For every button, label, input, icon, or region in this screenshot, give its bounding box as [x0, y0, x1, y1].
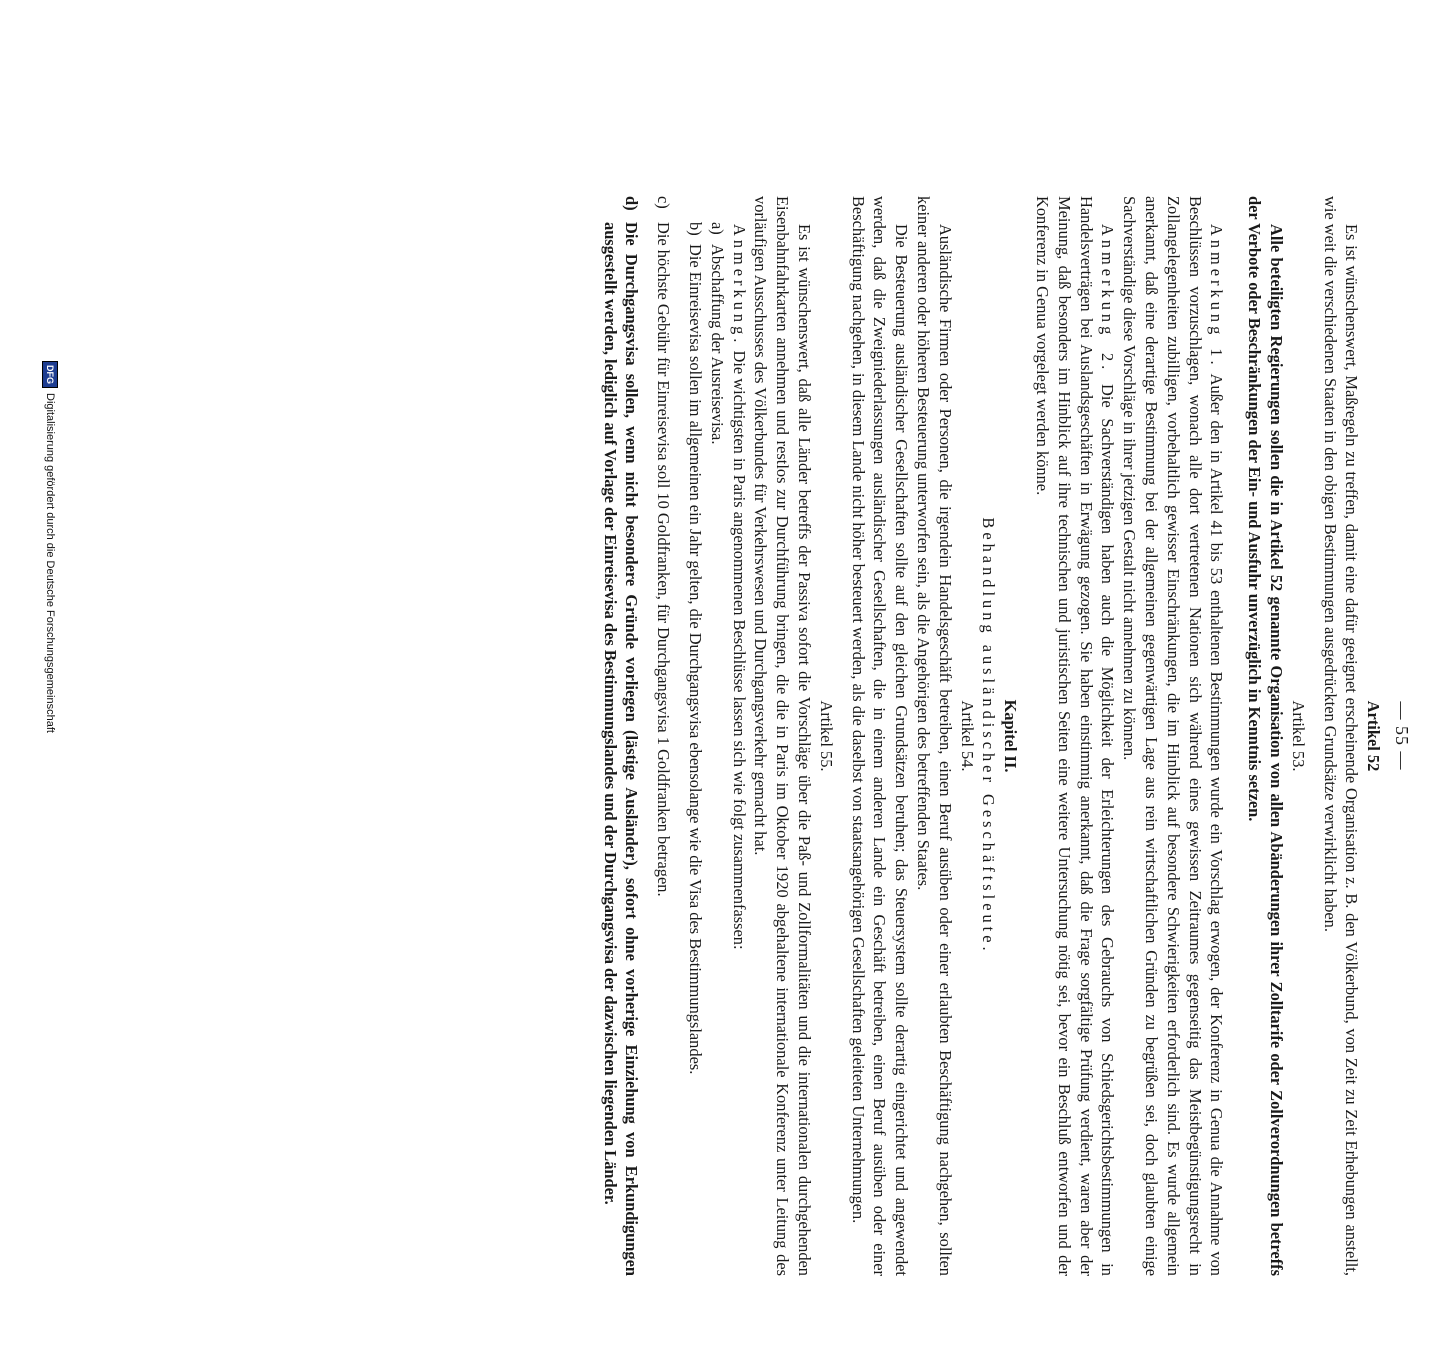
note-2-text: Die Sachverständigen haben auch die Möglichkeit der Erleichterungen des Gebrauchs von Schiedsgerichtsbestimmungen in Handelsverträgen bei Auslandsgeschäften in Erwägung gezogen. Sie haben einstimmig anerkannt, daß die Frage sorgfältige Prüfung verdient, waren aber der Meinung, daß besonders im Hinblick auf ihre technischen und juristischen Seiten eine weitere Untersuchung nötig sei, bevor ein Beschluß entworfen und der Konferenz in Genua vorgelegt werden könne. [1033, 196, 1118, 1276]
list-item-c [653, 196, 675, 1276]
note-1-text: Außer den in Artikel 41 bis 53 enthaltenen Bestimmungen wurde ein Vorschlag erwogen, der Konferenz in Genua die Annahme von Beschlüssen vorzuschlagen, wonach alle dort vertretenen Nationen sich während eines gewissen Zeitraumes gegenseitig das Meistbegünstigungsrecht in Zollangelegenheiten zubilligen, vorbehaltlich gewisser Einschränkungen, die im Hinblick auf besondere Schwierigkeiten erforderlich sind. Es wurde allgemein anerkannt, daß eine derartige Bestimmung bei der allgemeinen gegenwärtigen Lage aus rein wirtschaftlichen Gründen zu begrüßen sei, doch glaubten einige Sachverständige diese Vorschläge in ihrer jetzigen Gestalt nicht annehmen zu können. [1120, 196, 1227, 1277]
chapter-heading: Kapitel II. [1001, 699, 1021, 773]
list-item-b [684, 222, 706, 1276]
list-marker-c: c) [654, 196, 674, 209]
list-marker-a: a) [707, 222, 727, 235]
document-page [12, 10, 1422, 1277]
note-2-label: Anmerkung 2. [1098, 224, 1118, 374]
page-text-column [599, 196, 1422, 1276]
article-53-note-2 [1031, 196, 1118, 1276]
article-54-paragraph-2: Die Besteuerung ausländischer Gesellschaften sollte auf den gleichen Grundsätzen beruhen; das Steuersystem sollte derartig eingerichtet und angewendet werden, daß die Zweigniederlassungen ausländischer Gesellschaften, die in einem anderen Lande ein Geschäft betreiben, einen Beruf ausüben oder einer Beschäftigung nachgehen, in diesem Lande nicht höher besteuert werden, als die daselbst von staatsangehörigen Gesellschaften geleiteten Unternehmungen. [848, 196, 912, 1276]
article-52-text: Es ist wünschenswert, Maßregeln zu treffen, damit eine dafür geeignet erscheinende Organisation z. B. den Völkerbund, von Zeit zu Zeit Erhebungen anstellt, wie weit die verschiedenen Staaten in den obigen Bestimmungen ausgedrückten Grundsätze verwirklicht haben. [1320, 196, 1362, 1276]
list-item-a [706, 222, 728, 1276]
dfg-logo: DFG [42, 361, 58, 388]
article-53-heading: Artikel 53. [1288, 700, 1308, 772]
list-text-a: Abschaffung der Ausreisevisa. [707, 244, 727, 445]
article-53-note-1 [1118, 196, 1227, 1276]
article-55-note-text: Die wichtigsten in Paris angenommenen Beschlüsse lassen sich wie folgt zusammenfassen: [729, 350, 749, 950]
article-55-note [728, 196, 750, 1276]
chapter-subheading: Behandlung ausländischer Geschäftsleute. [979, 517, 999, 955]
note-1-label: Anmerkung 1. [1207, 224, 1227, 369]
digitization-credit: Digitalisierung gefördert durch die Deutsche Forschungsgemeinschaft [44, 393, 56, 733]
article-53-text: Alle beteiligten Regierungen sollen die in Artikel 52 genannte Organisation von allen Abänderungen ihrer Zolltarife oder Zollverordnungen betreffs der Verbote oder Beschränkungen der Ein- und Ausfuhr unverzüglich in Kenntnis setzen. [1245, 196, 1287, 1276]
article-54-paragraph-1: Ausländische Firmen oder Personen, die irgendein Handelsgeschäft betreiben, einen Beruf ausüben oder einer erlaubten Beschäftigung nachgehen, sollten keiner anderen oder höheren Besteuerung unterworfen sein, als die Angehörigen des betreffenden Staates. [914, 196, 955, 1276]
list-text-c: Die höchste Gebühr für Einreisevisa soll 10 Goldfranken, für Durchgangsvisa 1 Goldfranken betragen. [654, 222, 674, 897]
article-55-paragraph-1: Es ist wünschenswert, daß alle Länder betreffs der Passiva sofort die Vorschläge über die Paß- und Zollformalitäten und die internationalen durchgehenden Eisenbahnfahrkarten annehmen und restlos zur Durchführung bringen, die die in Paris im Oktober 1920 abgehaltene internationale Konferenz unter Leitung des vorläufigen Ausschusses des Völkerbundes für Verkehrswesen und Durchgangsverkehr gemacht hat. [751, 196, 815, 1276]
page-number: — 55 — [1392, 701, 1412, 771]
list-marker-d: d) [622, 196, 642, 211]
article-55-heading: Artikel 55. [816, 700, 836, 772]
list-text-b: Die Einreisevisa sollen im allgemeinen ein Jahr gelten, die Durchgangsvisa ebensolange wie die Visa des Bestimmungslandes. [686, 244, 706, 1075]
list-item-d [599, 196, 643, 1276]
article-52-heading: Artikel 52 [1364, 700, 1384, 772]
list-marker-b: b) [686, 222, 706, 236]
digitization-footer [39, 361, 61, 1361]
article-54-heading: Artikel 54. [957, 700, 977, 772]
article-55-note-label: Anmerkung. [729, 224, 749, 347]
list-text-d: Die Durchgangsvisa sollen, wenn nicht besondere Gründe vorliegen (lästige Ausländer), sofort ohne vorherige Einziehung von Erkundigungen ausgestellt werden, lediglich auf Vorlage der Einreisevisa des Bestimmungslandes und der Durchgangsvisa der dazwischen liegenden Länder. [600, 222, 642, 1276]
